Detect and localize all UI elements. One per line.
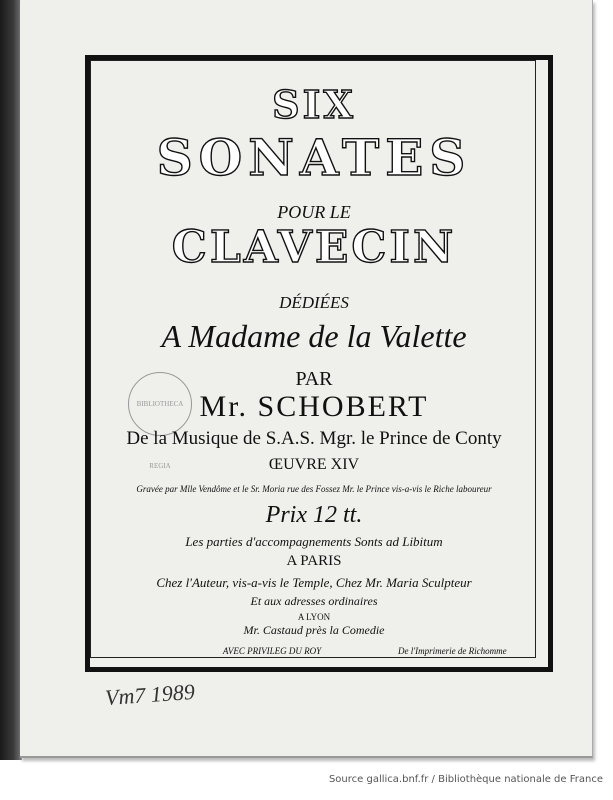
paris-address: Chez l'Auteur, vis-a-vis le Temple, Chez Mr. Maria Sculpteur [156,575,472,590]
composer-name: Mr. SCHOBERT [199,390,429,423]
source-credit: Source gallica.bnf.fr / Bibliothèque nationale de France [328,774,603,785]
lyon-seller: Mr. Castaud près la Comedie [243,623,385,637]
title-six: SIX [272,82,356,127]
price: Prix 12 tt. [265,502,363,528]
dedicatee: A Madame de la Valette [161,318,467,354]
opus-number: ŒUVRE XIV [268,456,360,473]
printer-credit: De l'Imprimerie de Richomme [398,646,507,656]
city-paris: A PARIS [286,553,342,569]
book-binding [0,0,22,760]
privilege: AVEC PRIVILEG DU ROY [222,646,322,656]
other-addresses: Et aux adresses ordinaires [250,594,378,608]
stamp-text: BIBLIOTHECA REGIA [136,400,184,470]
title-pour-le: POUR LE [277,202,351,222]
par-label: PAR [295,368,333,390]
composer-position: De la Musique de S.A.S. Mgr. le Prince de Conty [126,428,502,449]
dedication-label: DÉDIÉES [279,293,349,312]
engraver-credit: Gravée par Mlle Vendôme et le Sr. Moria rue des Fossez Mr. le Prince vis-a-vis le Riche laboureur [136,484,492,494]
parts-note: Les parties d'accompagnements Sonts ad Libitum [185,534,443,549]
title-sonates: SONATES [156,128,472,187]
handwritten-shelfmark: Vm7 1989 [104,678,196,711]
title-clavecin: CLAVECIN [171,222,457,273]
city-lyon: A LYON [297,612,331,622]
